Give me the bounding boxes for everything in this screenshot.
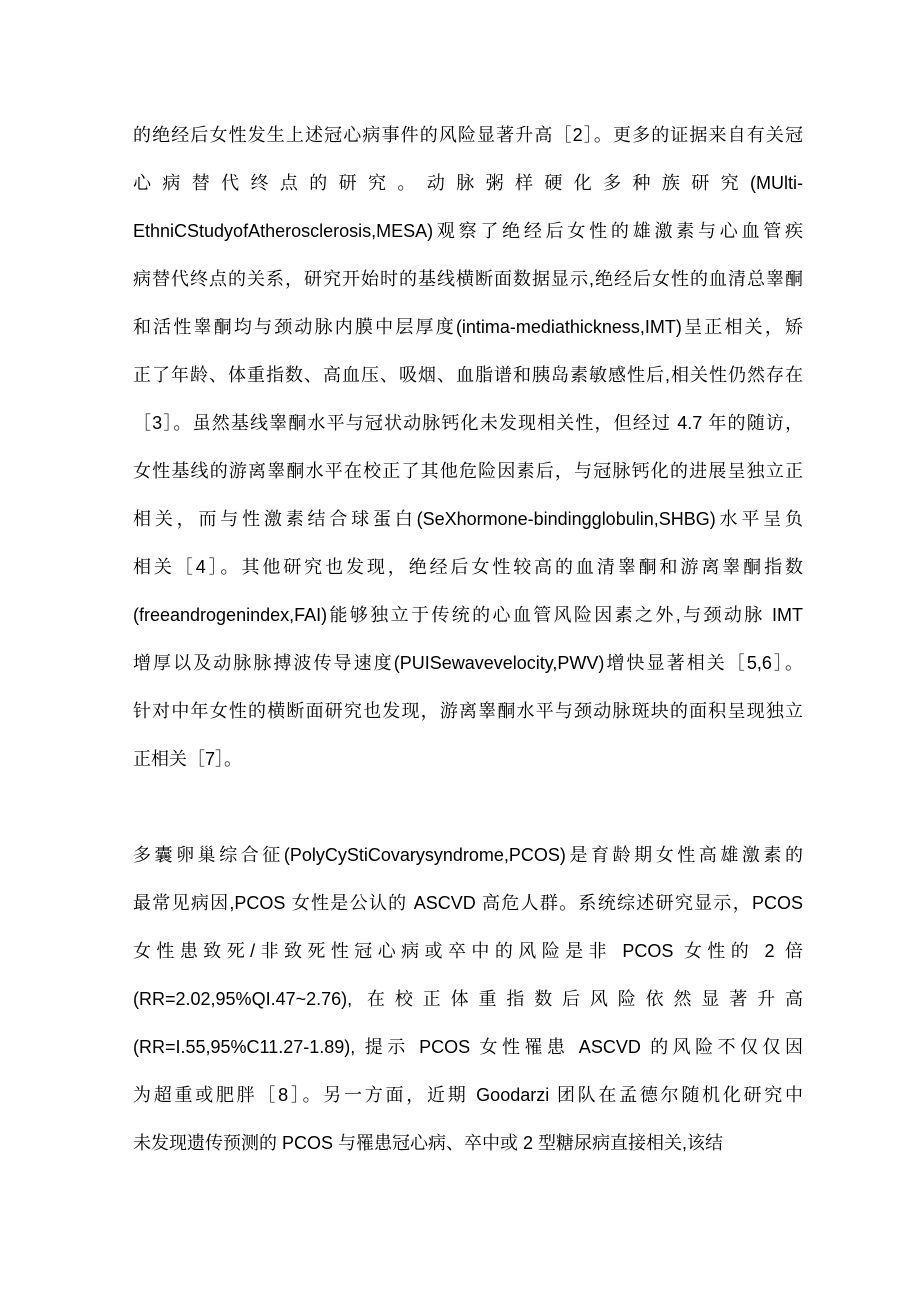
text-line: (RR=I.55,95%C11.27-1.89), 提示 PCOS 女性罹患 ASCVD 的风险不仅仅因: [133, 1037, 803, 1057]
text-line: 相关［4］。其他研究也发现，绝经后女性较高的血清睾酮和游离睾酮指数: [133, 557, 803, 577]
text-line: 正了年龄、体重指数、高血压、吸烟、血脂谱和胰岛素敏感性后,相关性仍然存在: [133, 365, 803, 385]
text-line: 女性患致死/非致死性冠心病或卒中的风险是非 PCOS 女性的 2 倍: [133, 941, 803, 961]
text-line: 病替代终点的关系，研究开始时的基线横断面数据显示,绝经后女性的血清总睾酮: [133, 269, 803, 289]
text-line: 未发现遗传预测的 PCOS 与罹患冠心病、卒中或 2 型糖尿病直接相关,该结: [133, 1133, 724, 1153]
text-line: 女性基线的游离睾酮水平在校正了其他危险因素后，与冠脉钙化的进展呈独立正: [133, 461, 803, 481]
text-line: 的绝经后女性发生上述冠心病事件的风险显著升高［2］。更多的证据来自有关冠: [133, 125, 803, 145]
text-line: 多囊卵巢综合征(PolyCyStiCovarysyndrome,PCOS)是育龄期女性高雄激素的: [133, 845, 803, 865]
text-line: 正相关［7］。: [133, 749, 243, 769]
paragraph-1: [133, 111, 803, 783]
text-line: 为超重或肥胖［8］。另一方面，近期 Goodarzi 团队在孟德尔随机化研究中: [133, 1085, 803, 1105]
text-line: 相关，而与性激素结合球蛋白(SeXhormone-bindingglobulin,SHBG)水平呈负: [133, 509, 803, 529]
text-line: (RR=2.02,95%QI.47~2.76), 在校正体重指数后风险依然显著升高: [133, 989, 803, 1009]
text-line: EthniCStudyofAtherosclerosis,MESA)观察了绝经后女性的雄激素与心血管疾: [133, 221, 803, 241]
text-line: 和活性睾酮均与颈动脉内膜中层厚度(intima-mediathickness,IMT)呈正相关，矫: [133, 317, 803, 337]
text-line: 增厚以及动脉脉搏波传导速度(PUISewavevelocity,PWV)增快显著相关［5,6］。: [133, 653, 803, 673]
text-line: ［3］。虽然基线睾酮水平与冠状动脉钙化未发现相关性，但经过 4.7 年的随访，: [133, 413, 803, 433]
text-line: (freeandrogenindex,FAI)能够独立于传统的心血管风险因素之外,与颈动脉 IMT: [133, 605, 803, 625]
paragraph-2: [133, 831, 803, 1167]
text-line: 最常见病因,PCOS 女性是公认的 ASCVD 高危人群。系统综述研究显示，PCOS: [133, 893, 803, 913]
text-line: 针对中年女性的横断面研究也发现，游离睾酮水平与颈动脉斑块的面积呈现独立: [133, 701, 803, 721]
text-line: 心病替代终点的研究。动脉粥样硬化多种族研究(MUlti-: [133, 173, 803, 193]
